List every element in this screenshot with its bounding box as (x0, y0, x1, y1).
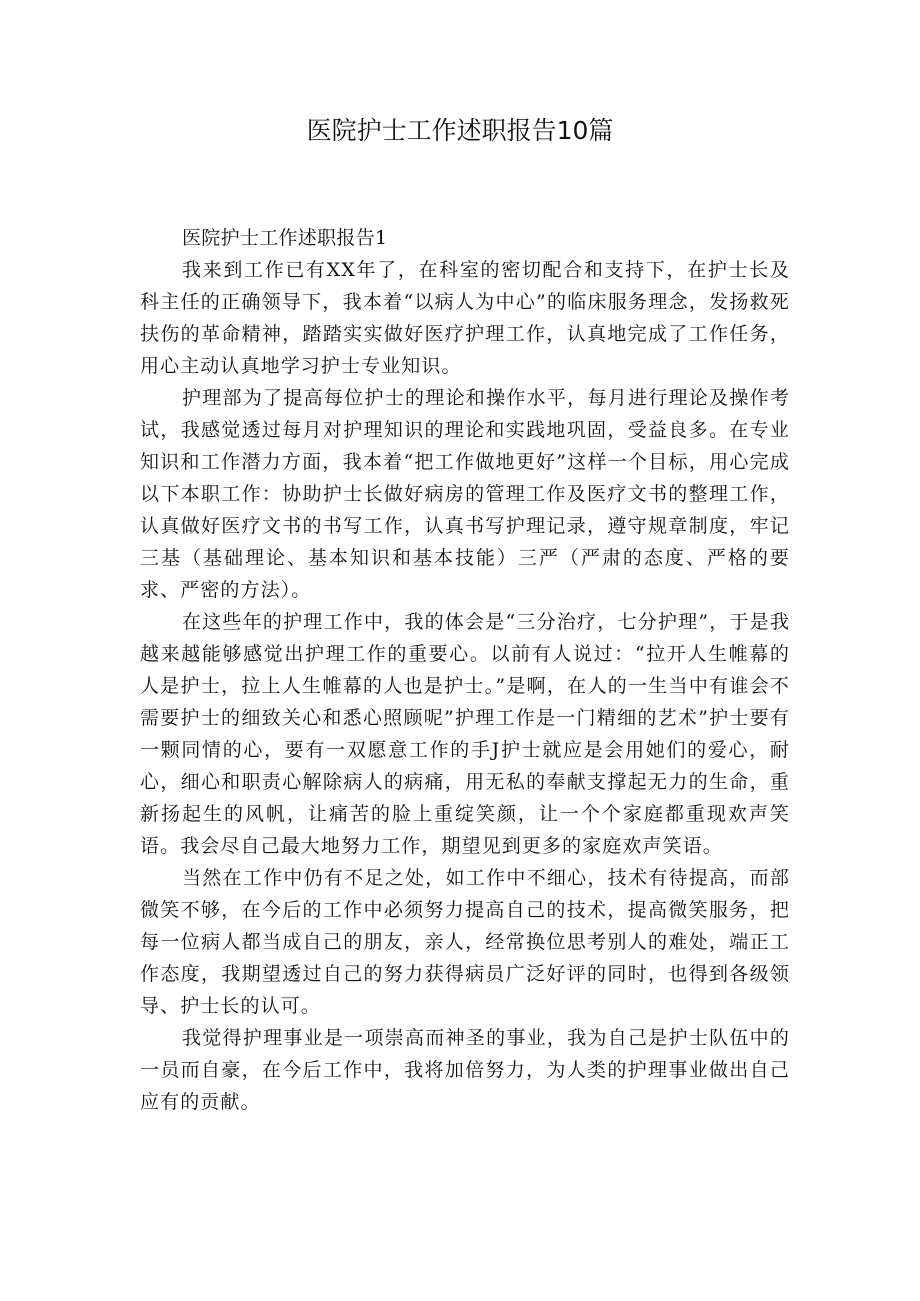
section-heading: 医院护士工作述职报告1 (182, 227, 388, 249)
document-title: 医院护士工作述职报告10篇 (306, 116, 614, 145)
paragraph-5: 我觉得护理事业是一项崇高而神圣的事业，我为自己是护士队伍中的一员而自豪，在今后工作中，我将加倍努力，为人类的护理事业做出自己应有的贡献。 (140, 1027, 790, 1113)
paragraph-3: 在这些年的护理工作中，我的体会是“三分治疗，七分护理”，于是我越来越能够感觉出护理工作的重要心。以前有人说过：“拉开人生帷幕的人是护士，拉上人生帷幕的人也是护士。”是啊，在人的一生当中有谁会不需要护士的细致关心和悉心照顾呢”护理工作是一门精细的艺术”护士要有一颗同情的心，要有一双愿意工作的手J护士就应是会用她们的爱心，耐心，细心和职责心解除病人的病痛，用无私的奉献支撑起无力的生命，重新扬起生的风帆，让痛苦的脸上重绽笑颜，让一个个家庭都重现欢声笑语。我会尽自己最大地努力工作，期望见到更多的家庭欢声笑语。 (140, 611, 790, 857)
paragraph-2: 护理部为了提高每位护士的理论和操作水平，每月进行理论及操作考试，我感觉透过每月对护理知识的理论和实践地巩固，受益良多。在专业知识和工作潜力方面，我本着“把工作做地更好”这样一个目标，用心完成以下本职工作：协助护士长做好病房的管理工作及医疗文书的整理工作，认真做好医疗文书的书写工作，认真书写护理记录，遵守规章制度，牢记三基（基础理论、基本知识和基本技能）三严（严肃的态度、严格的要求、严密的方法）。 (140, 387, 790, 601)
document-body (140, 222, 790, 1118)
paragraph-4: 当然在工作中仍有不足之处，如工作中不细心，技术有待提高，而部微笑不够，在今后的工作中必须努力提高自己的技术，提高微笑服务，把每一位病人都当成自己的朋友，亲人，经常换位思考别人的难处，端正工作态度，我期望透过自己的努力获得病员广泛好评的同时，也得到各级领导、护士长的认可。 (140, 867, 790, 1017)
paragraph-1: 我来到工作已有XX年了，在科室的密切配合和支持下，在护士长及科主任的正确领导下，我本着“以病人为中心”的临床服务理念，发扬救死扶伤的革命精神，踏踏实实做好医疗护理工作，认真地完成了工作任务，用心主动认真地学习护士专业知识。 (140, 259, 790, 377)
